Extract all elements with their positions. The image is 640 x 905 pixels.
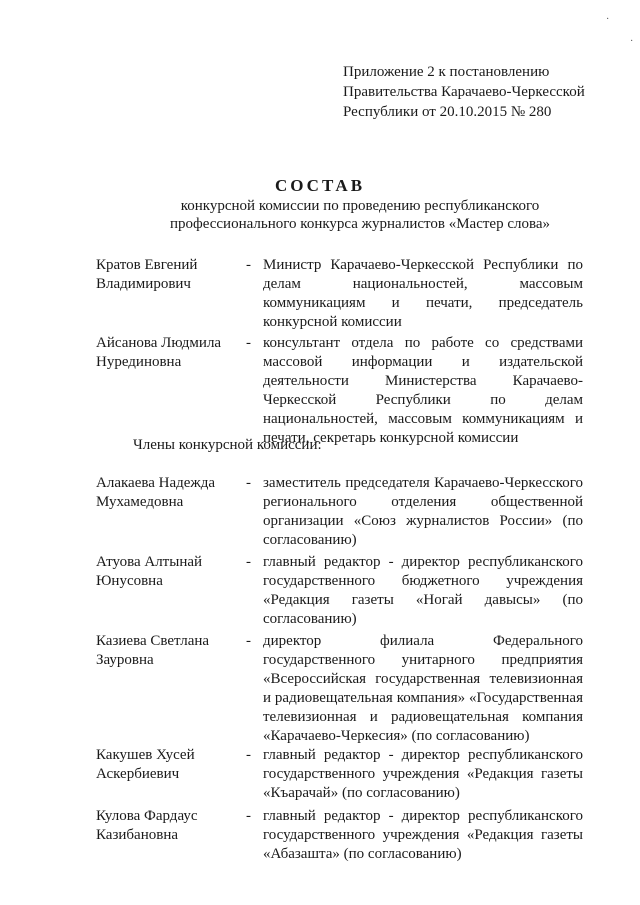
appendix-note [343, 62, 585, 122]
name-line: Атуова Алтынай [96, 554, 203, 570]
document-title: СОСТАВ [274, 176, 366, 195]
person-name [96, 746, 236, 784]
person-name [96, 474, 236, 512]
subtitle-line: конкурсной комиссии по проведению республиканского [180, 198, 540, 214]
person-name [96, 632, 236, 670]
appendix-line: Правительства Карачаево-Черкесской [343, 84, 585, 100]
person-name [96, 553, 236, 591]
separator-dash: - [246, 554, 251, 570]
person-role: главный редактор - директор республиканского государственного бюджетного учреждения «Редакция газеты «Ногай давысы» (по согласованию) [263, 554, 583, 627]
name-line: Казиева Светлана [96, 633, 210, 649]
name-line: Нурединовна [96, 354, 182, 370]
separator-dash: - [246, 747, 251, 763]
name-line: Мухамедовна [96, 494, 184, 510]
person-name [96, 256, 236, 294]
name-line: Аскербиевич [96, 766, 180, 782]
document-subtitle [150, 197, 570, 233]
name-line: Алакаева Надежда [96, 475, 216, 491]
name-line: Владимирович [96, 276, 191, 292]
subtitle-line: профессионального конкурса журналистов «Мастер слова» [169, 216, 551, 232]
appendix-line: Республики от 20.10.2015 № 280 [343, 104, 552, 120]
person-role: Министр Карачаево-Черкесской Республики по делам национальностей, массовым коммуникациям и печати, председатель конкурсной комиссии [263, 257, 583, 330]
name-line: Юнусовна [96, 573, 163, 589]
name-line: Кратов Евгений [96, 257, 198, 273]
members-heading: Члены конкурсной комиссии: [133, 437, 322, 453]
name-line: Кулова Фардаус [96, 808, 198, 824]
name-line: Зауровна [96, 652, 154, 668]
scan-mark: · [606, 14, 610, 25]
person-role: директор филиала Федерального государственного унитарного предприятия «Всероссийская государственная телевизионная и радиовещательная компания» «Государственная телевизионная и радиовещательная компания «Карачаево-Черкесия» (по согласованию) [263, 633, 583, 744]
person-name [96, 334, 236, 372]
person-role: консультант отдела по работе со средствами массовой информации и издательской деятельности Министерства Карачаево-Черкесской Республики по делам национальностей, массовым коммуникациям и печати, секретарь конкурсной комиссии [263, 335, 583, 446]
separator-dash: - [246, 335, 251, 351]
separator-dash: - [246, 808, 251, 824]
separator-dash: - [246, 475, 251, 491]
appendix-line: Приложение 2 к постановлению [343, 64, 550, 80]
person-role: главный редактор - директор республиканского государственного учреждения «Редакция газеты «Абазашта» (по согласованию) [263, 808, 583, 862]
name-line: Айсанова Людмила [96, 335, 222, 351]
name-line: Казибановна [96, 827, 179, 843]
separator-dash: - [246, 257, 251, 273]
person-role: заместитель председателя Карачаево-Черкесского регионального отделения общественной организации «Союз журналистов России» (по согласованию) [263, 475, 583, 548]
scan-mark: · [630, 36, 634, 47]
person-name [96, 807, 236, 845]
person-role: главный редактор - директор республиканского государственного учреждения «Редакция газеты «Къарачай» (по согласованию) [263, 747, 583, 801]
name-line: Какушев Хусей [96, 747, 195, 763]
separator-dash: - [246, 633, 251, 649]
